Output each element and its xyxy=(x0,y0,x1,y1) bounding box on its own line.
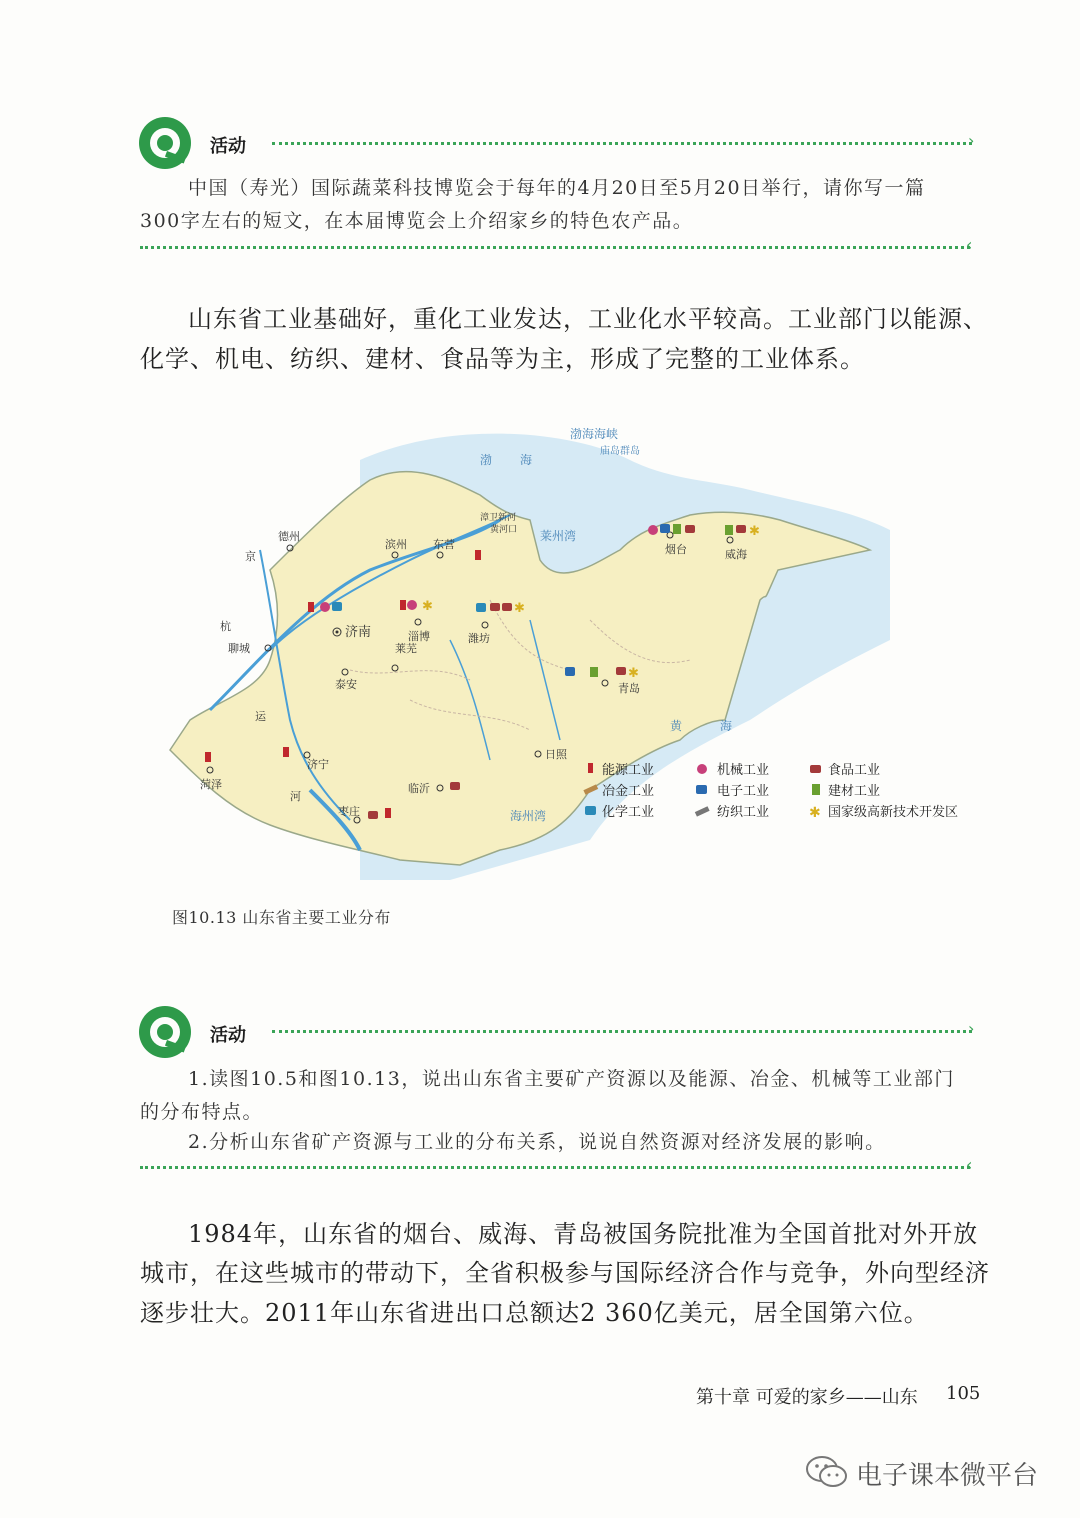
svg-text:电子工业: 电子工业 xyxy=(717,784,770,799)
legend-item xyxy=(812,783,880,799)
svg-text:济南: 济南 xyxy=(345,625,372,640)
sea-label: 海 xyxy=(520,453,533,467)
map-legend xyxy=(583,762,958,821)
textile-icon xyxy=(695,806,710,816)
sea-label: 莱州湾 xyxy=(540,529,577,543)
divider xyxy=(140,246,970,249)
page-number: 105 xyxy=(946,1383,981,1404)
svg-text:莱芜: 莱芜 xyxy=(395,642,417,655)
river-label: 京 xyxy=(245,550,256,563)
hightech-zone-icon: ✱ xyxy=(809,805,821,821)
river-label: 黄河口 xyxy=(490,525,518,535)
sea-label: 海 xyxy=(720,719,733,733)
electronics-icon xyxy=(696,785,707,794)
svg-text:✱: ✱ xyxy=(514,601,525,616)
divider xyxy=(140,1166,970,1169)
legend-item xyxy=(695,805,769,820)
watermark: 电子课本微平台 xyxy=(856,1461,1039,1491)
activity-text: 中国（寿光）国际蔬菜科技博览会于每年的4月20日至5月20日举行，请你写一篇 xyxy=(188,177,926,199)
svg-text:机械工业: 机械工业 xyxy=(717,763,770,778)
body-paragraph: 逐步壮大。2011年山东省进出口总额达2 360亿美元，居全国第六位。 xyxy=(140,1299,929,1327)
sea-label: 黄 xyxy=(670,719,683,733)
building-materials-icon xyxy=(812,784,820,795)
svg-text:食品工业: 食品工业 xyxy=(828,763,881,778)
river-label: 运 xyxy=(255,710,266,723)
arrow-right-icon: › xyxy=(968,1019,975,1038)
svg-text:聊城: 聊城 xyxy=(228,642,250,655)
svg-text:淄博: 淄博 xyxy=(408,630,430,643)
arrow-right-icon: › xyxy=(968,131,975,150)
figure-caption: 图10.13 山东省主要工业分布 xyxy=(172,908,391,927)
svg-text:✱: ✱ xyxy=(422,599,433,614)
sea-label: 海州湾 xyxy=(510,809,547,823)
svg-text:烟台: 烟台 xyxy=(665,543,687,556)
arrow-left-icon: ‹ xyxy=(966,235,973,254)
svg-text:济宁: 济宁 xyxy=(307,758,329,771)
body-paragraph: 1984年，山东省的烟台、威海、青岛被国务院批准为全国首批对外开放 xyxy=(188,1220,979,1248)
activity-text: 300字左右的短文，在本届博览会上介绍家乡的特色农产品。 xyxy=(140,210,694,232)
svg-text:纺织工业: 纺织工业 xyxy=(717,805,770,820)
river-label: 河 xyxy=(290,790,301,803)
sea-label: 渤海海峡 xyxy=(570,427,619,441)
legend-item xyxy=(697,762,769,778)
legend-item xyxy=(696,783,769,799)
activity-title: 活动 xyxy=(210,1025,246,1046)
sea-label: 庙岛群岛 xyxy=(600,446,640,457)
activity-text: 1.读图10.5和图10.13，说出山东省主要矿产资源以及能源、冶金、机械等工业部门 xyxy=(188,1068,955,1090)
activity-title: 活动 xyxy=(210,136,246,157)
svg-text:德州: 德州 xyxy=(278,530,300,543)
svg-text:国家级高新技术开发区: 国家级高新技术开发区 xyxy=(828,805,959,820)
industry-map xyxy=(150,420,990,880)
river-label: 漳卫新河 xyxy=(480,513,517,523)
chemical-icon xyxy=(585,806,596,815)
svg-text:青岛: 青岛 xyxy=(618,682,640,695)
svg-text:能源工业: 能源工业 xyxy=(602,763,655,778)
svg-text:枣庄: 枣庄 xyxy=(338,805,360,818)
river-label: 杭 xyxy=(220,620,231,633)
energy-icon xyxy=(588,763,593,773)
activity-text: 的分布特点。 xyxy=(140,1101,264,1123)
svg-text:日照: 日照 xyxy=(545,748,567,761)
divider xyxy=(272,142,972,145)
svg-text:✱: ✱ xyxy=(749,524,760,539)
divider xyxy=(272,1030,972,1033)
svg-text:冶金工业: 冶金工业 xyxy=(602,784,655,799)
sea-label: 渤 xyxy=(480,453,493,467)
activity-icon xyxy=(138,1005,192,1059)
body-paragraph: 山东省工业基础好，重化工业发达，工业化水平较高。工业部门以能源、 xyxy=(188,305,988,333)
svg-text:东营: 东营 xyxy=(433,538,455,551)
legend-item xyxy=(810,763,880,778)
arrow-left-icon: ‹ xyxy=(966,1155,973,1174)
svg-text:建材工业: 建材工业 xyxy=(828,784,881,799)
food-icon xyxy=(810,765,821,773)
svg-text:✱: ✱ xyxy=(628,666,639,681)
chapter-title: 第十章 可爱的家乡——山东 xyxy=(696,1387,918,1408)
svg-text:泰安: 泰安 xyxy=(335,678,357,691)
svg-text:威海: 威海 xyxy=(725,548,747,561)
body-paragraph: 化学、机电、纺织、建材、食品等为主，形成了完整的工业体系。 xyxy=(140,345,865,373)
activity-icon xyxy=(138,116,192,170)
wechat-icon xyxy=(805,1454,849,1490)
svg-text:临沂: 临沂 xyxy=(408,782,430,795)
machinery-icon xyxy=(697,764,707,774)
body-paragraph: 城市，在这些城市的带动下，全省积极参与国际经济合作与竞争，外向型经济 xyxy=(140,1259,990,1287)
svg-text:潍坊: 潍坊 xyxy=(468,632,490,645)
legend-item xyxy=(809,804,958,821)
activity-text: 2.分析山东省矿产资源与工业的分布关系，说说自然资源对经济发展的影响。 xyxy=(188,1131,886,1153)
svg-text:菏泽: 菏泽 xyxy=(200,778,222,791)
svg-text:滨州: 滨州 xyxy=(385,538,407,551)
svg-text:化学工业: 化学工业 xyxy=(602,805,655,820)
